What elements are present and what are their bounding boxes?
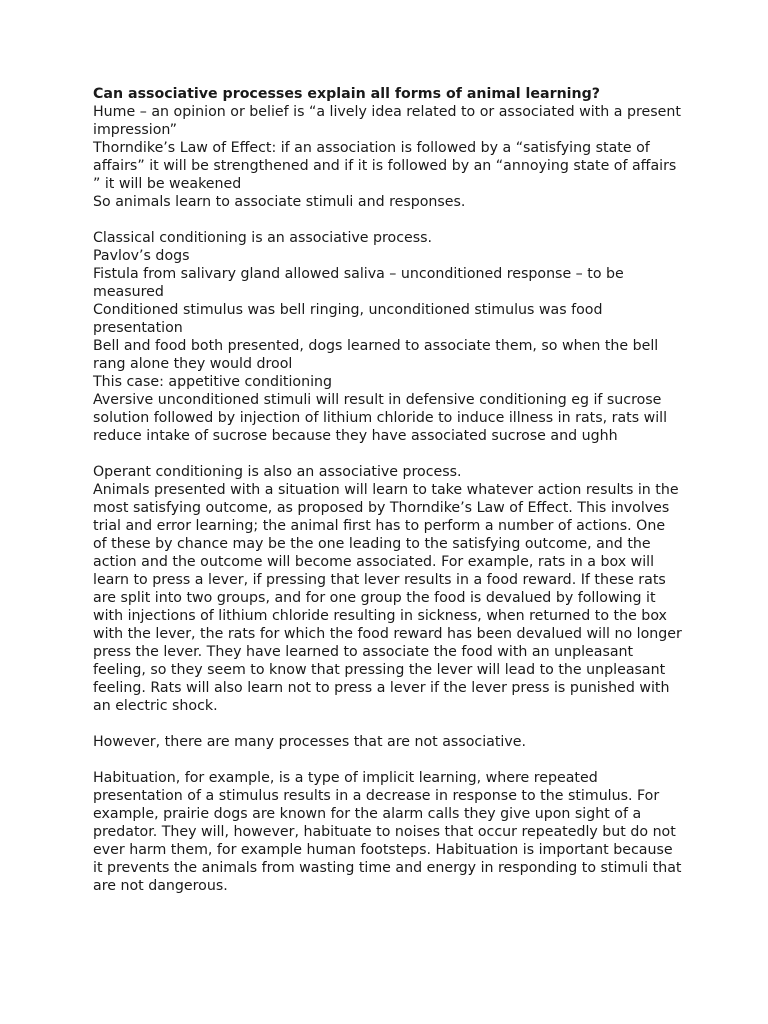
classical-heading: Classical conditioning is an associative process. xyxy=(93,230,433,246)
paragraph-gap xyxy=(93,715,683,733)
classical-aversive: Aversive unconditioned stimuli will result in defensive conditioning eg if sucrose solution followed by injection of lithium chloride to induce illness in rats, rats will reduce intake of sucrose because they have associated sucrose and ughh xyxy=(93,392,668,444)
paragraph-gap xyxy=(93,751,683,769)
document-body xyxy=(93,85,683,895)
classical-stimulus: Conditioned stimulus was bell ringing, unconditioned stimulus was food presentation xyxy=(93,302,603,336)
classical-pavlov: Pavlov’s dogs xyxy=(93,248,190,264)
operant-heading: Operant conditioning is also an associative process. xyxy=(93,464,462,480)
nonassociative-statement: However, there are many processes that are not associative. xyxy=(93,734,526,750)
intro-hume: Hume – an opinion or belief is “a lively idea related to or associated with a present impression” xyxy=(93,104,681,138)
classical-bell-food: Bell and food both presented, dogs learned to associate them, so when the bell rang alone they would drool xyxy=(93,338,659,372)
classical-fistula: Fistula from salivary gland allowed saliva – unconditioned response – to be measured xyxy=(93,266,624,300)
document-title: Can associative processes explain all forms of animal learning? xyxy=(93,86,601,102)
paragraph-gap xyxy=(93,211,683,229)
intro-thorndike: Thorndike’s Law of Effect: if an association is followed by a “satisfying state of affairs” it will be strengthened and if it is followed by an “annoying state of affairs ” it will be weakened xyxy=(93,140,677,192)
intro-summary: So animals learn to associate stimuli and responses. xyxy=(93,194,466,210)
classical-appetitive: This case: appetitive conditioning xyxy=(93,374,333,390)
habituation-paragraph: Habituation, for example, is a type of implicit learning, where repeated presentation of a stimulus results in a decrease in response to the stimulus. For example, prairie dogs are known for the alarm calls they give upon sight of a predator. They will, however, habituate to noises that occur repeatedly but do not ever harm them, for example human footsteps. Habituation is important because it prevents the animals from wasting time and energy in responding to stimuli that are not dangerous. xyxy=(93,770,682,894)
operant-paragraph: Animals presented with a situation will learn to take whatever action results in the most satisfying outcome, as proposed by Thorndike’s Law of Effect. This involves trial and error learning; the animal first has to perform a number of actions. One of these by chance may be the one leading to the satisfying outcome, and the action and the outcome will become associated. For example, rats in a box will learn to press a lever, if pressing that lever results in a food reward. If these rats are split into two groups, and for one group the food is devalued by following it with injections of lithium chloride resulting in sickness, when returned to the box with the lever, the rats for which the food reward has been devalued will no longer press the lever. They have learned to associate the food with an unpleasant feeling, so they seem to know that pressing the lever will lead to the unpleasant feeling. Rats will also learn not to press a lever if the lever press is punished with an electric shock. xyxy=(93,482,682,714)
paragraph-gap xyxy=(93,445,683,463)
